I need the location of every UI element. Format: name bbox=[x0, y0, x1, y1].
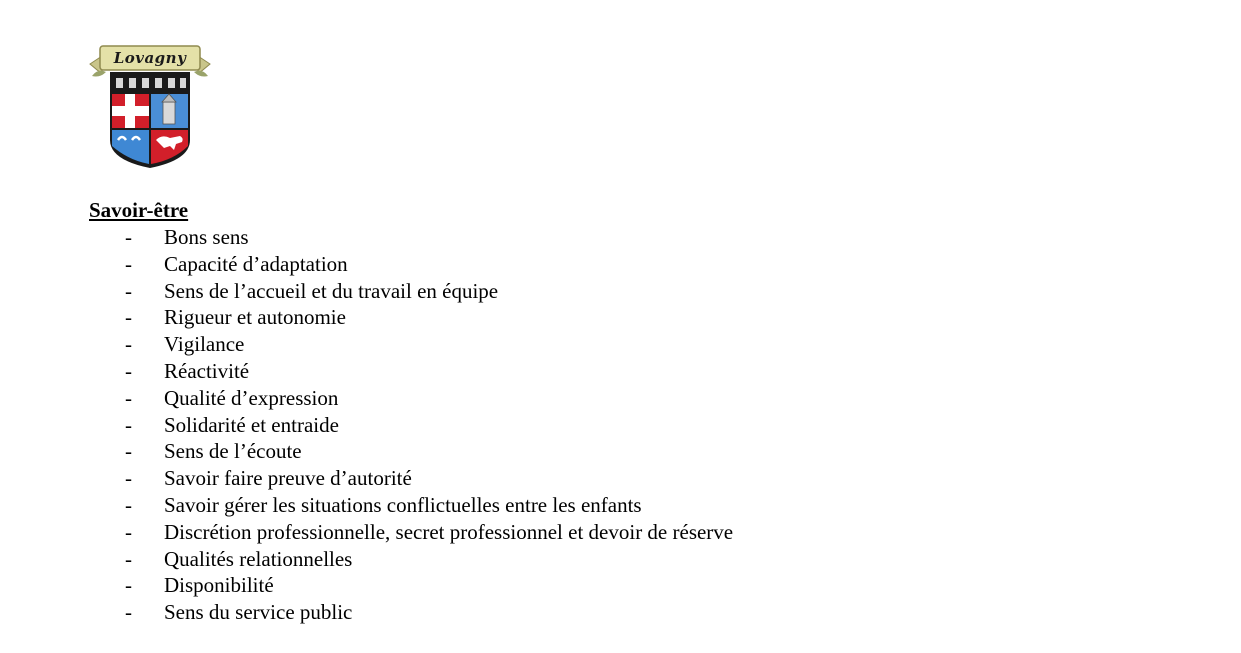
logo-banner-text: Lovagny bbox=[113, 49, 187, 67]
list-bullet: - bbox=[125, 573, 132, 598]
list-bullet: - bbox=[125, 385, 132, 410]
list-item-text: Capacité d’adaptation bbox=[164, 251, 348, 276]
list-bullet: - bbox=[125, 600, 132, 625]
list-item-text: Disponibilité bbox=[164, 573, 274, 598]
list-item-text: Sens de l’écoute bbox=[164, 439, 302, 464]
list-bullet: - bbox=[125, 519, 132, 544]
list-item-text: Réactivité bbox=[164, 358, 250, 383]
section-title: Savoir-être bbox=[89, 198, 189, 222]
list-item-text: Vigilance bbox=[164, 332, 245, 357]
list-item-text: Savoir faire preuve d’autorité bbox=[164, 466, 412, 491]
list-item-text: Qualité d’expression bbox=[164, 385, 339, 410]
list-bullet: - bbox=[125, 492, 132, 517]
list-item-text: Rigueur et autonomie bbox=[164, 305, 346, 330]
list-item-text: Solidarité et entraide bbox=[164, 412, 339, 437]
list-bullet: - bbox=[125, 358, 132, 383]
list-bullet: - bbox=[125, 546, 132, 571]
list-item-text: Discrétion professionnelle, secret professionnel et devoir de réserve bbox=[164, 519, 734, 544]
list-bullet: - bbox=[125, 305, 132, 330]
list-bullet: - bbox=[125, 466, 132, 491]
list-bullet: - bbox=[125, 225, 132, 249]
list-bullet: - bbox=[125, 251, 132, 276]
list-bullet: - bbox=[125, 439, 132, 464]
list-item-text: Sens de l’accueil et du travail en équipe bbox=[164, 278, 499, 303]
list-item-text: Bons sens bbox=[164, 225, 249, 249]
list-item-text: Qualités relationnelles bbox=[164, 546, 353, 571]
list-bullet: - bbox=[125, 278, 132, 303]
list-item-text: Sens du service public bbox=[164, 600, 353, 625]
coat-of-arms-icon bbox=[88, 42, 212, 170]
list-item-text: Savoir gérer les situations conflictuelles entre les enfants bbox=[164, 492, 642, 517]
list-bullet: - bbox=[125, 332, 132, 357]
list-bullet: - bbox=[125, 412, 132, 437]
